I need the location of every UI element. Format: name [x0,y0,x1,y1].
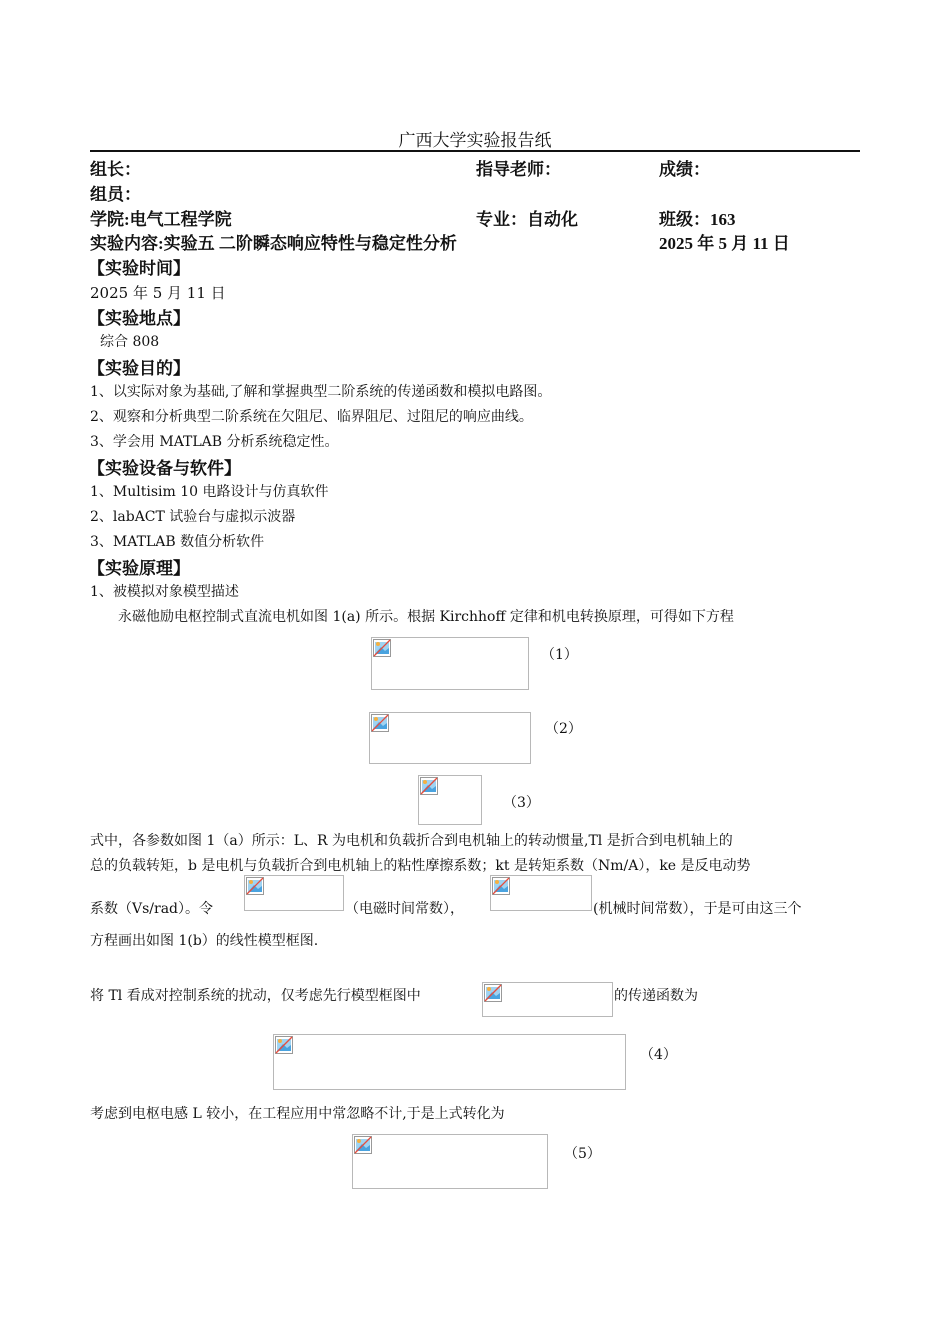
paragraph-1-line-3a: 系数（Vs/rad）。令 [90,901,214,917]
equipment-heading: 【实验设备与软件】 [88,459,241,479]
paragraph-1-line-2: 总的负载转矩，b 是电机与负载折合到电机轴上的粘性摩擦系数；kt 是转矩系数（Nm/A），ke 是反电动势 [90,858,751,874]
purpose-item-1: 1、以实际对象为基础,了解和掌握典型二阶系统的传递函数和模拟电路图。 [90,384,552,400]
paragraph-1-line-4: 方程画出如图 1(b）的线性模型框图. [90,933,319,949]
equipment-item-1: 1、Multisim 10 电路设计与仿真软件 [90,484,329,500]
time-heading: 【实验时间】 [88,259,190,279]
broken-image-icon [492,877,510,895]
header-rule [90,150,860,152]
major-field: 专业：自动化 [476,210,578,229]
equation-2-number: （2） [545,721,582,737]
paragraph-1-line-1: 式中，各参数如图 1（a）所示：L、R 为电机和负载折合到电机轴上的转动惯量,Tl 是折合到电机轴上的 [90,833,733,849]
experiment-content: 实验内容:实验五 二阶瞬态响应特性与稳定性分析 [90,234,457,253]
equation-4-image [273,1034,626,1090]
mechanical-constant-image [490,875,592,911]
broken-image-icon [484,984,502,1002]
broken-image-icon [354,1136,372,1154]
equation-3-number: （3） [503,795,540,811]
equipment-item-3: 3、MATLAB 数值分析软件 [90,534,265,550]
paragraph-2-part-a: 将 Tl 看成对控制系统的扰动，仅考虑先行模型框图中 [90,988,421,1004]
experiment-date: 2025 年 5 月 11 日 [659,234,790,253]
electromagnetic-constant-image [244,875,344,911]
equation-5-number: （5） [564,1146,601,1162]
broken-image-icon [275,1036,293,1054]
equation-5-image [352,1134,548,1189]
principle-intro: 永磁他励电枢控制式直流电机如图 1(a) 所示。根据 Kirchhoff 定律和机电转换原理，可得如下方程 [118,609,734,625]
score-label: 成绩： [659,160,710,179]
equation-3-image [418,775,482,825]
paragraph-2-part-b: 的传递函数为 [614,988,698,1004]
place-value: 综合 808 [100,334,160,350]
principle-subheading: 1、被模拟对象模型描述 [90,584,239,600]
equation-1-image [371,637,529,690]
broken-image-icon [371,714,389,732]
purpose-item-3: 3、学会用 MATLAB 分析系统稳定性。 [90,434,339,450]
equation-1-number: （1） [541,647,578,663]
equation-4-number: （4） [640,1047,677,1063]
place-heading: 【实验地点】 [88,309,190,329]
paragraph-3: 考虑到电枢电感 L 较小，在工程应用中常忽略不计,于是上式转化为 [90,1106,505,1122]
model-block-image [482,982,613,1017]
purpose-item-2: 2、观察和分析典型二阶系统在欠阻尼、临界阻尼、过阻尼的响应曲线。 [90,409,533,425]
purpose-heading: 【实验目的】 [88,359,190,379]
time-value: 2025 年 5 月 11 日 [90,284,226,302]
class-field: 班级：163 [659,210,736,229]
equation-2-image [369,712,531,764]
paragraph-1-line-3c: (机械时间常数），于是可由这三个 [593,901,802,917]
report-title: 广西大学实验报告纸 [398,131,552,151]
equipment-item-2: 2、labACT 试验台与虚拟示波器 [90,509,296,525]
broken-image-icon [373,639,391,657]
advisor-label: 指导老师： [476,160,561,179]
paragraph-1-line-3b: （电磁时间常数）， [345,901,464,917]
leader-label: 组长： [90,160,141,179]
members-label: 组员： [90,185,141,204]
broken-image-icon [420,777,438,795]
broken-image-icon [246,877,264,895]
college-field: 学院:电气工程学院 [90,210,232,229]
principle-heading: 【实验原理】 [88,559,190,579]
